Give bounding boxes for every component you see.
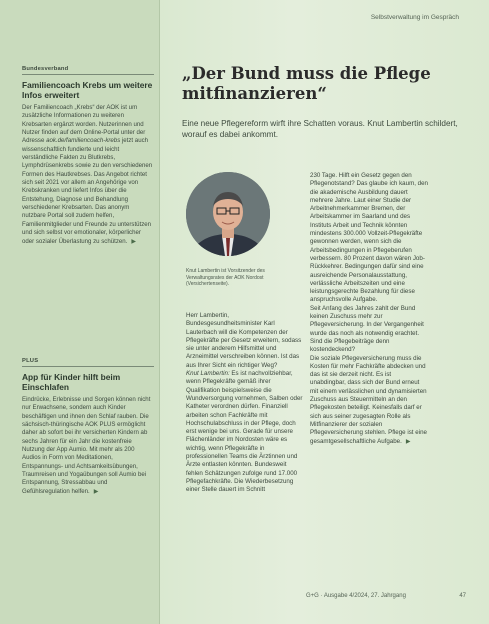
interview-question: Herr Lambertin, Bundesgesundheitsminister Karl Lauterbach will die Kompetenzen der Pflegekräfte per Gesetz erweitern, sodass sie unter anderem Hilfsmittel und Arzneimittel verschreiben können. Ist das aus Ihrer Sicht ein richtiger Weg? bbox=[186, 312, 302, 369]
interview-question: Seit Anfang des Jahres zahlt der Bund keinen Zuschuss mehr zur Pflegeversicherung. In der Vergangenheit wurde das noch als notwendig erachtet. Sind die Pflegebeiträge denn kostendeckend? bbox=[310, 304, 424, 354]
news-body: Eindrücke, Erlebnisse und Sorgen können nicht nur Erwachsene, sondern auch Kinder beschäftigen und ihnen den Schlaf rauben. Die sächsisch-thüringische AOK PLUS ermöglicht daher ab sofort bei ihr versicherten Kindern ab sechs Jahren für ein Jahr die kostenfreie Nutzung der App Aumio. Mit mehr als 200 Audios in Form von Meditationen, Entspannungs- und Achtsamkeitsübungen, Traumreisen und Yogaübungen soll Aumio bei Entspannung, Stressabbau und Gefühlsregulation helfen. ▶ bbox=[22, 396, 151, 495]
page-footer bbox=[306, 593, 466, 599]
portrait-photo bbox=[186, 172, 270, 256]
section-tag: Bundesverband bbox=[22, 66, 154, 75]
article-title: „Der Bund muss die Pflege mitfinanzieren“ bbox=[182, 64, 431, 103]
news-body: Der Familiencoach „Krebs“ der AOK ist um zusätzliche Informationen zu weiteren Krebsarten ergänzt worden. Nutzerinnen und Nutzer finden auf dem Online-Portal unter der Adresse aok.de/familiencoach-krebs jetzt auch wissenschaftlich fundierte und leicht verständliche Fakten zu Blutkrebs, Lymphdrüsenkrebs sowie zu den verschiedenen Formen des Hautkrebses. Das Angebot richtet sich seit 2021 vor allem an Angehörige von Krebskranken und liefert Infos über die Entstehung, Diagnose und Behandlung verschiedener Krebsarten. Das anonym nutzbare Portal soll zudem helfen, Familienmitglieder und Freunde zu unterstützen und sich selbst vor emotionaler, körperlicher oder sozialer Überlastung zu schützen. ▶ bbox=[22, 104, 153, 245]
end-mark-icon: ▶ bbox=[131, 238, 136, 245]
interview-answer: Die soziale Pflegeversicherung muss die Kosten für mehr Fachkräfte abdecken und das ist sie derzeit nicht. Es ist unabdingbar, dass sich der Bund erneut mit einem verlässlichen und dynamisierten Zuschuss aus Steuermitteln an den Pflegekosten beteiligt. Keinesfalls darf er sich aus seiner zugesagten Rolle als Mitfinanzierer der sozialen Pflegeversicherung stehlen. Pflege ist eine gesamtgesellschaftliche Aufgabe. bbox=[310, 354, 427, 445]
end-mark-icon: ▶ bbox=[93, 488, 99, 495]
news-title: App für Kinder hilft beim Einschlafen bbox=[22, 372, 121, 392]
news-title: Familiencoach Krebs um weitere Infos erweitert bbox=[22, 80, 153, 100]
end-mark-icon: ▶ bbox=[405, 438, 411, 445]
page-number: 47 bbox=[459, 593, 466, 599]
portal-link[interactable]: aok.de/familiencoach-krebs bbox=[46, 137, 121, 145]
news-item-app bbox=[22, 358, 154, 496]
section-header: Selbstverwaltung im Gespräch bbox=[370, 14, 459, 21]
interview-answer: 230 Tage. Hilft ein Gesetz gegen den Pflegenotstand? Das glaube ich kaum, den die akademische Ausbildung dauert mehrere Jahre. Laut einer Studie der Arbeitnehmerkammer Bremen, der Arbeitskammer im Saarland und des Instituts Arbeit und Technik könnten mindestens 300.000 Vollzeit-Pflegekräfte gewonnen werden, wenn sich die Arbeitsbedingungen in Pflegeberufen verbessern. 80 Prozent davon wären Job-Rückkehrer. Bedingungen dafür sind eine ausreichende Personalausstattung, verlässliche Arbeitszeiten und eine leistungsgerechte Bezahlung für diese anspruchsvolle Aufgabe. bbox=[310, 172, 428, 304]
article-column-2 bbox=[310, 172, 428, 446]
section-tag: PLUS bbox=[22, 358, 154, 367]
interview-answer: Es ist nachvollziehbar, wenn Pflegekräfte gemäß ihrer Qualifikation beispielsweise die Wundversorgung vornehmen, Salben oder Katheter verordnen dürfen. Finanziell arbeiten schon Fachkräfte mit Hochschulabschluss in der Pflege, doch erst wenige bei uns. Gerade für unsere Flächenländer im Nordosten wäre es wichtig, wenn Pflegekräfte in professionellen Teams die Ärztinnen und Ärzte entlasten könnten. Bundesweit fehlen Schätzungen zufolge rund 17.000 Pflegefachkräfte. Die Wiederbesetzung einer Stelle dauert im Schnitt bbox=[186, 370, 303, 494]
article-column-1 bbox=[186, 312, 304, 495]
issue-info: G+G · Ausgabe 4/2024, 27. Jahrgang bbox=[306, 593, 406, 599]
article-lead: Eine neue Pflegereform wirft ihre Schatten voraus. Knut Lambertin schildert, worauf es dabei ankommt. bbox=[182, 119, 458, 139]
photo-caption: Knut Lambertin ist Vorsitzender des Verwaltungsrates der AOK Nordost (Versichertenseite). bbox=[186, 268, 265, 287]
news-item-familiencoach bbox=[22, 66, 154, 246]
speaker-name: Knut Lambertin: bbox=[186, 370, 230, 378]
